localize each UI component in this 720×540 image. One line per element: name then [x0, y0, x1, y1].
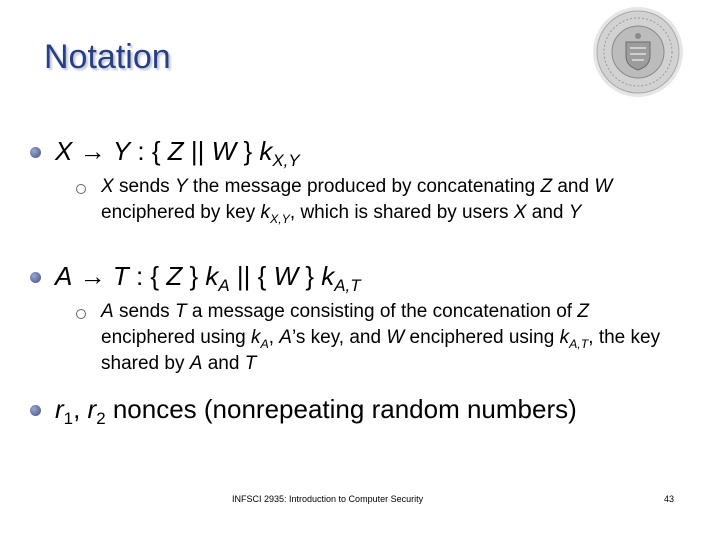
bullet-2-formula: A → T : { Z } $k_A$ || { W } $k_{A,T}$ [55, 261, 361, 296]
footer-course: INFSCI 2935: Introduction to Computer Security [232, 494, 424, 504]
page-number: 43 [664, 494, 675, 504]
sub-bullet-ring-icon [76, 184, 86, 194]
university-seal-logo [592, 6, 684, 98]
sub-bullet-2 [76, 299, 686, 377]
sub-bullet-1 [76, 174, 686, 226]
bullet-dot-icon [30, 147, 41, 158]
sub-bullet-1-text: X sends Y the message produced by concatenating Z and W enciphered by key $k_{X,Y}$, which is shared by users X and Y [101, 176, 613, 226]
sub-bullet-2-text: A sends T a message consisting of the concatenation of Z enciphered using $k_A$, A’s key, and W enciphered using $k_{A,T}$, the key shared by A and T [101, 301, 661, 374]
bullet-3 [30, 394, 577, 429]
bullet-3-text: $r_1$, $r_2$ nonces (nonrepeating random numbers) [55, 394, 577, 429]
sub-bullet-ring-icon [76, 309, 86, 319]
bullet-2 [30, 261, 361, 296]
bullet-1-formula: X → Y : { Z || W } $k_{X,Y}$ [55, 136, 300, 171]
slide-title: Notation [44, 38, 171, 76]
bullet-dot-icon [30, 405, 41, 416]
bullet-dot-icon [30, 272, 41, 283]
bullet-1 [30, 136, 300, 171]
